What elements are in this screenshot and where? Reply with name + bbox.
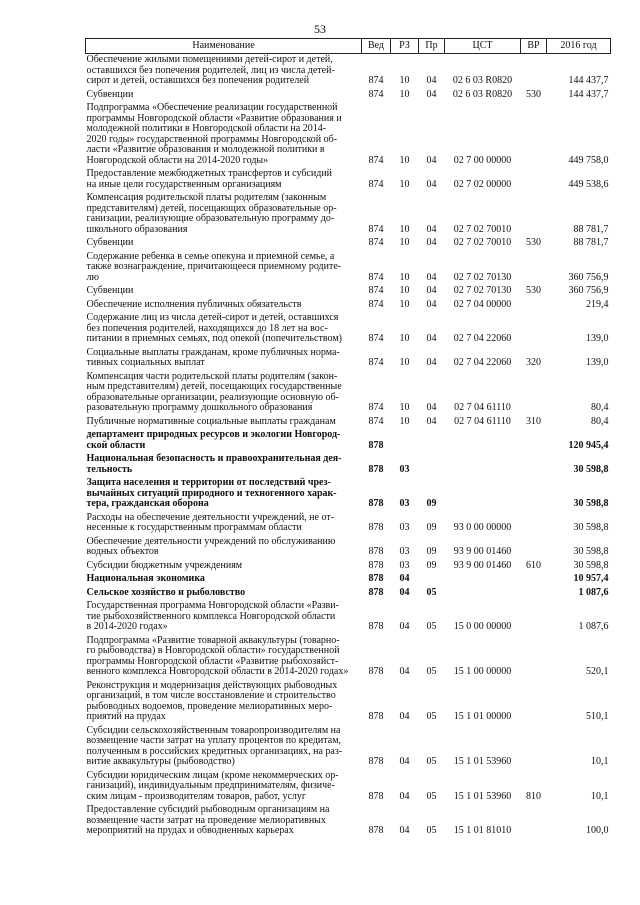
cell-ved: 878 xyxy=(368,573,384,584)
cell-vr: 530 xyxy=(526,285,541,296)
cell-ved: 878 xyxy=(368,711,384,722)
row-name-line: Содержание лиц из числа детей-сирот и детей, оставшихся xyxy=(86,312,339,323)
cell-rz: 03 xyxy=(399,522,410,533)
cell-ved: 874 xyxy=(368,271,384,283)
cell-pr: 05 xyxy=(426,666,437,677)
cell-vr xyxy=(521,600,547,635)
cell-ved: 874 xyxy=(368,415,384,427)
cell-sum: 219,4 xyxy=(586,298,609,310)
budget-table xyxy=(85,38,611,839)
cell-cst: 02 7 02 00000 xyxy=(453,178,512,190)
row-name-line: разовательную программу дошкольного образования xyxy=(86,402,313,413)
page-number: 53 xyxy=(314,22,326,36)
cell-cst xyxy=(445,587,521,601)
row-name-line: организаций, в том числе восстановление и строительство xyxy=(86,690,336,701)
row-name-line: венного комплекса Новгородской области в 2014-2020 годах» xyxy=(86,666,349,677)
row-name-line: Субвенции xyxy=(86,88,134,100)
cell-rz: 03 xyxy=(399,546,410,557)
cell-rz: 10 xyxy=(399,415,410,427)
row-name-line: Компенсация части родительской платы родителям (закон- xyxy=(86,370,338,382)
header-ved: Вед xyxy=(362,39,391,54)
row-name-line: программы Новгородской области «Развитие рыбохозяйст- xyxy=(86,655,339,667)
cell-sum: 88 781,7 xyxy=(573,237,609,248)
cell-vr xyxy=(521,477,547,512)
cell-rz: 10 xyxy=(399,402,410,413)
cell-vr xyxy=(521,251,547,286)
cell-sum: 144 437,7 xyxy=(568,75,609,86)
cell-cst: 93 0 00 00000 xyxy=(453,522,512,533)
cell-rz xyxy=(391,429,419,453)
cell-cst: 15 1 01 81010 xyxy=(453,825,512,836)
cell-sum: 80,4 xyxy=(591,402,609,413)
row-name-line: несенные к государственным программам области xyxy=(86,522,302,533)
row-name xyxy=(86,477,362,512)
cell-cst: 02 7 04 61110 xyxy=(454,402,511,413)
row-name-line: Субсидии бюджетным учреждениям xyxy=(86,559,243,571)
cell-cst: 02 7 04 61110 xyxy=(454,415,511,427)
cell-sum: 30 598,8 xyxy=(573,559,609,571)
cell-rz: 03 xyxy=(399,463,410,475)
row-name xyxy=(86,192,362,237)
cell-vr xyxy=(521,299,547,313)
cell-rz: 03 xyxy=(399,559,410,571)
cell-vr xyxy=(521,429,547,453)
row-name-line: Защита населения и территории от последствий чрез- xyxy=(86,477,331,488)
row-name-line: тера, гражданская оборона xyxy=(86,498,209,509)
cell-pr: 04 xyxy=(426,88,437,100)
row-name-line: ным представителям) детей, посещающих государственные xyxy=(86,381,342,392)
cell-sum: 510,1 xyxy=(586,711,609,722)
cell-cst: 15 0 00 00000 xyxy=(453,621,512,632)
row-name xyxy=(86,251,362,286)
row-name-line: тивных социальных выплат xyxy=(86,357,205,368)
cell-ved: 878 xyxy=(368,756,384,767)
row-name-line: программы Новгородской области «Развитие образования и xyxy=(86,112,342,124)
cell-rz: 10 xyxy=(399,333,410,344)
cell-pr: 09 xyxy=(426,559,437,571)
row-name-line: также вознаграждение, причитающееся приемному родите- xyxy=(86,261,342,272)
cell-sum: 100,0 xyxy=(586,825,609,836)
cell-ved: 874 xyxy=(368,223,384,235)
cell-vr xyxy=(521,371,547,416)
cell-ved: 874 xyxy=(368,298,384,310)
table-row xyxy=(86,560,611,574)
cell-pr: 04 xyxy=(426,75,437,86)
cell-sum: 30 598,8 xyxy=(573,498,609,509)
cell-cst: 15 1 01 53960 xyxy=(453,790,512,802)
cell-ved: 874 xyxy=(368,333,384,344)
row-name-line: в 2014-2020 годах» xyxy=(86,621,168,632)
cell-pr: 05 xyxy=(426,586,437,598)
row-name xyxy=(86,285,362,299)
table-row xyxy=(86,347,611,371)
row-name xyxy=(86,347,362,371)
cell-pr xyxy=(419,429,445,453)
table-row xyxy=(86,680,611,725)
cell-pr: 04 xyxy=(426,237,437,248)
row-name xyxy=(86,512,362,536)
row-name xyxy=(86,536,362,560)
table-header xyxy=(86,39,611,54)
cell-pr xyxy=(419,453,445,477)
row-name-line: тие рыбохозяйственного комплекса Новгородской области xyxy=(86,610,336,622)
row-name-line: приятий на прудах xyxy=(86,711,166,722)
cell-ved: 878 xyxy=(368,546,384,557)
cell-pr: 04 xyxy=(426,223,437,235)
cell-ved: 874 xyxy=(368,178,384,190)
header-vr: ВР xyxy=(521,39,547,54)
table-row xyxy=(86,89,611,103)
table-row xyxy=(86,102,611,168)
cell-sum: 30 598,8 xyxy=(573,546,609,557)
cell-rz: 10 xyxy=(399,154,410,166)
table-row xyxy=(86,54,611,89)
row-name-line: лю xyxy=(86,271,99,283)
cell-cst: 02 7 02 70130 xyxy=(453,285,512,296)
table-row xyxy=(86,600,611,635)
cell-vr xyxy=(521,453,547,477)
cell-rz: 04 xyxy=(399,586,410,598)
header-pr: Пр xyxy=(419,39,445,54)
cell-sum: 360 756,9 xyxy=(568,285,609,296)
row-name-line: ганизации, реализующие образовательную программу до- xyxy=(86,213,335,224)
cell-vr xyxy=(521,725,547,770)
table-row xyxy=(86,512,611,536)
cell-ved: 878 xyxy=(368,825,384,836)
row-name-line: Национальная экономика xyxy=(86,573,205,584)
table-row xyxy=(86,573,611,587)
row-name-line: возмещение части затрат на проведение мелиоративных xyxy=(86,814,326,826)
row-name-line: Государственная программа Новгородской области «Разви- xyxy=(86,600,339,611)
cell-vr: 320 xyxy=(526,357,541,368)
cell-pr: 04 xyxy=(426,154,437,166)
table-row xyxy=(86,770,611,805)
row-name xyxy=(86,453,362,477)
row-name xyxy=(86,54,362,89)
cell-rz: 10 xyxy=(399,223,410,235)
row-name xyxy=(86,371,362,416)
cell-ved: 878 xyxy=(368,586,384,598)
cell-rz: 04 xyxy=(399,825,410,836)
row-name-line: школьного образования xyxy=(86,223,188,235)
cell-vr xyxy=(521,680,547,725)
cell-ved: 878 xyxy=(368,559,384,571)
cell-pr: 04 xyxy=(426,298,437,310)
row-name-line: тельность xyxy=(86,463,133,475)
table-row xyxy=(86,587,611,601)
cell-rz: 04 xyxy=(399,621,410,632)
table-row xyxy=(86,725,611,770)
row-name-line: питании в приемных семьях, под опекой (попечительством) xyxy=(86,333,342,344)
row-name-line: вычайных ситуаций природного и техногенного харак- xyxy=(86,487,337,499)
row-name xyxy=(86,587,362,601)
cell-ved: 874 xyxy=(368,88,384,100)
row-name-line: 2020 годы» государственной программы Новгородской об- xyxy=(86,133,338,145)
row-name-line: Субсидии сельскохозяйственным товаропроизводителям на xyxy=(86,724,341,736)
row-name xyxy=(86,237,362,251)
cell-pr: 05 xyxy=(426,621,437,632)
row-name-line: Сельское хозяйство и рыболовство xyxy=(86,586,246,598)
cell-ved: 874 xyxy=(368,154,384,166)
row-name xyxy=(86,89,362,103)
row-name-line: представителям) детей, посещающих образовательные ор- xyxy=(86,202,337,214)
cell-rz: 10 xyxy=(399,285,410,296)
table-row xyxy=(86,453,611,477)
row-name xyxy=(86,168,362,192)
cell-rz: 10 xyxy=(399,271,410,283)
cell-pr: 04 xyxy=(426,415,437,427)
cell-rz: 04 xyxy=(399,666,410,677)
cell-ved: 878 xyxy=(368,439,384,451)
cell-vr xyxy=(521,536,547,560)
cell-pr: 04 xyxy=(426,357,437,368)
table-row xyxy=(86,804,611,839)
row-name-line: молодежной политики в Новгородской области на 2014- xyxy=(86,123,327,134)
cell-vr: 530 xyxy=(526,237,541,248)
table-row xyxy=(86,299,611,313)
cell-sum: 520,1 xyxy=(586,666,609,677)
cell-sum: 144 437,7 xyxy=(568,88,609,100)
row-name-line: ласти «Развитие образования и молодежной политики в xyxy=(86,144,325,155)
cell-pr: 04 xyxy=(426,333,437,344)
row-name-line: без попечения родителей, находящихся до 18 лет на вос- xyxy=(86,322,328,334)
cell-cst: 02 7 02 70010 xyxy=(453,223,512,235)
row-name-line: на иные цели государственным организациям xyxy=(86,178,282,190)
cell-sum: 139,0 xyxy=(586,357,609,368)
cell-cst: 15 1 00 00000 xyxy=(453,666,512,677)
cell-cst: 02 7 02 70010 xyxy=(453,237,512,248)
cell-pr: 05 xyxy=(426,790,437,802)
cell-vr xyxy=(521,512,547,536)
row-name xyxy=(86,560,362,574)
cell-vr xyxy=(521,192,547,237)
cell-cst: 02 7 04 00000 xyxy=(453,298,512,310)
row-name-line: Публичные нормативные социальные выплаты гражданам xyxy=(86,415,336,427)
row-name-line: Национальная безопасность и правоохранительная дея- xyxy=(86,453,342,464)
cell-vr xyxy=(521,573,547,587)
table-row xyxy=(86,371,611,416)
row-name-line: Субвенции xyxy=(86,237,134,248)
row-name-line: ганизаций), индивидуальным предпринимателям, физиче- xyxy=(86,780,335,791)
table-row xyxy=(86,416,611,430)
row-name-line: Предоставление межбюджетных трансфертов и субсидий xyxy=(86,168,333,179)
cell-cst: 15 1 01 00000 xyxy=(453,711,512,722)
row-name-line: го рыбоводства) в Новгородской области» государственной xyxy=(86,645,340,656)
row-name xyxy=(86,312,362,347)
row-name-line: сирот и детей, оставшихся без попечения родителей xyxy=(86,75,310,86)
cell-cst: 93 9 00 01460 xyxy=(453,546,512,557)
cell-vr: 530 xyxy=(526,88,541,100)
cell-ved: 874 xyxy=(368,75,384,86)
cell-pr: 04 xyxy=(426,178,437,190)
header-cst: ЦСТ xyxy=(445,39,521,54)
cell-cst: 02 7 04 22060 xyxy=(453,357,512,368)
row-name xyxy=(86,804,362,839)
cell-cst: 02 7 00 00000 xyxy=(453,154,512,166)
cell-sum: 10,1 xyxy=(591,790,609,802)
cell-cst: 15 1 01 53960 xyxy=(453,756,512,767)
cell-vr xyxy=(521,54,547,89)
cell-pr: 09 xyxy=(426,546,437,557)
row-name-line: Обеспечение исполнения публичных обязательств xyxy=(86,298,302,310)
cell-ved: 874 xyxy=(368,402,384,413)
row-name-line: Обеспечение жилыми помещениями детей-сирот и детей, xyxy=(86,54,333,65)
cell-vr: 610 xyxy=(526,559,541,571)
cell-cst xyxy=(445,477,521,512)
cell-ved: 878 xyxy=(368,621,384,632)
table-row xyxy=(86,251,611,286)
row-name xyxy=(86,429,362,453)
row-name-line: рыбоводных водоемов, проведение мелиоративных меро- xyxy=(86,700,333,712)
cell-cst xyxy=(445,429,521,453)
row-name-line: ским лицам - производителям товаров, работ, услуг xyxy=(86,790,306,802)
row-name-line: Содержание ребенка в семье опекуна и приемной семье, а xyxy=(86,250,335,262)
row-name-line: полученным в российских кредитных организациях, на раз- xyxy=(86,745,343,757)
row-name xyxy=(86,416,362,430)
cell-pr: 05 xyxy=(426,825,437,836)
cell-ved: 878 xyxy=(368,498,384,509)
cell-pr: 05 xyxy=(426,711,437,722)
table-row xyxy=(86,536,611,560)
cell-sum: 1 087,6 xyxy=(578,586,609,598)
cell-rz: 10 xyxy=(399,357,410,368)
row-name xyxy=(86,299,362,313)
cell-sum: 80,4 xyxy=(591,415,609,427)
cell-rz: 04 xyxy=(399,711,410,722)
row-name-line: ской области xyxy=(86,439,146,451)
cell-sum: 449 538,6 xyxy=(568,178,609,190)
header-sum: 2016 год xyxy=(547,39,611,54)
cell-sum: 30 598,8 xyxy=(573,463,609,475)
cell-vr xyxy=(521,804,547,839)
row-name-line: Новгородской области на 2014-2020 годы» xyxy=(86,154,269,166)
table-row xyxy=(86,168,611,192)
table-row xyxy=(86,477,611,512)
cell-pr: 05 xyxy=(426,756,437,767)
cell-rz: 03 xyxy=(399,498,410,509)
table-row xyxy=(86,429,611,453)
table-body xyxy=(86,54,611,839)
cell-sum: 10,1 xyxy=(591,756,609,767)
row-name-line: образовательные организации, реализующие основную об- xyxy=(86,391,339,403)
header-name: Наименование xyxy=(86,39,362,54)
row-name xyxy=(86,680,362,725)
cell-rz: 04 xyxy=(399,790,410,802)
cell-pr xyxy=(419,573,445,587)
cell-pr: 04 xyxy=(426,402,437,413)
cell-vr xyxy=(521,168,547,192)
cell-cst xyxy=(445,573,521,587)
cell-pr: 09 xyxy=(426,522,437,533)
row-name-line: Расходы на обеспечение деятельности учреждений, не от- xyxy=(86,511,335,523)
cell-ved: 878 xyxy=(368,463,384,475)
cell-vr: 310 xyxy=(526,415,541,427)
cell-ved: 878 xyxy=(368,790,384,802)
row-name xyxy=(86,102,362,168)
table-row xyxy=(86,635,611,680)
row-name-line: Подпрограмма «Развитие товарной аквакультуры (товарно- xyxy=(86,634,340,646)
cell-ved: 874 xyxy=(368,237,384,248)
header-rz: РЗ xyxy=(391,39,419,54)
cell-cst: 93 9 00 01460 xyxy=(453,559,512,571)
cell-ved: 878 xyxy=(368,522,384,533)
cell-sum: 360 756,9 xyxy=(568,271,609,283)
cell-ved: 874 xyxy=(368,285,384,296)
cell-cst xyxy=(445,453,521,477)
cell-sum: 10 957,4 xyxy=(573,573,609,584)
row-name-line: витие аквакультуры (рыбоводство) xyxy=(86,756,235,767)
cell-rz: 10 xyxy=(399,88,410,100)
cell-cst: 02 7 02 70130 xyxy=(453,271,512,283)
cell-sum: 139,0 xyxy=(586,333,609,344)
row-name-line: Социальные выплаты гражданам, кроме публичных норма- xyxy=(86,346,340,358)
cell-rz: 04 xyxy=(399,756,410,767)
row-name xyxy=(86,600,362,635)
table-row xyxy=(86,237,611,251)
row-name xyxy=(86,573,362,587)
cell-rz: 10 xyxy=(399,178,410,190)
cell-vr: 810 xyxy=(526,790,541,802)
row-name-line: Предоставление субсидий рыбоводным организациям на xyxy=(86,804,330,815)
table-row xyxy=(86,285,611,299)
row-name xyxy=(86,635,362,680)
cell-vr xyxy=(521,312,547,347)
row-name-line: Субвенции xyxy=(86,285,134,296)
cell-vr xyxy=(521,102,547,168)
cell-sum: 30 598,8 xyxy=(573,522,609,533)
cell-cst: 02 6 03 R0820 xyxy=(452,88,513,100)
row-name-line: Обеспечение деятельности учреждений по обслуживанию xyxy=(86,535,336,547)
row-name-line: Субсидии юридическим лицам (кроме некоммерческих ор- xyxy=(86,769,339,781)
row-name-line: Реконструкция и модернизация действующих рыбоводных xyxy=(86,679,338,691)
cell-rz: 10 xyxy=(399,75,410,86)
cell-vr xyxy=(521,635,547,680)
row-name-line: водных объектов xyxy=(86,546,159,557)
cell-sum: 120 945,4 xyxy=(568,439,609,451)
cell-ved: 874 xyxy=(368,357,384,368)
row-name-line: департамент природных ресурсов и экологии Новгород- xyxy=(86,429,341,440)
cell-sum: 1 087,6 xyxy=(578,621,609,632)
cell-pr: 04 xyxy=(426,271,437,283)
row-name-line: Подпрограмма «Обеспечение реализации государственной xyxy=(86,102,338,113)
cell-ved: 878 xyxy=(368,666,384,677)
cell-rz: 04 xyxy=(399,573,410,584)
cell-vr xyxy=(521,587,547,601)
cell-sum: 449 758,0 xyxy=(568,154,609,166)
cell-cst: 02 7 04 22060 xyxy=(453,333,512,344)
cell-rz: 10 xyxy=(399,298,410,310)
row-name-line: мероприятий на прудах и обводненных карьерах xyxy=(86,825,294,836)
table-row xyxy=(86,192,611,237)
row-name-line: оставшихся без попечения родителей, лиц из числа детей- xyxy=(86,64,335,76)
cell-rz: 10 xyxy=(399,237,410,248)
cell-pr: 09 xyxy=(426,498,437,509)
row-name xyxy=(86,770,362,805)
cell-pr: 04 xyxy=(426,285,437,296)
row-name xyxy=(86,725,362,770)
cell-cst: 02 6 03 R0820 xyxy=(452,75,513,86)
table-row xyxy=(86,312,611,347)
row-name-line: Компенсация родительской платы родителям (законным xyxy=(86,192,327,203)
cell-sum: 88 781,7 xyxy=(573,223,609,235)
row-name-line: возмещение части затрат на уплату процентов по кредитам, xyxy=(86,735,342,746)
